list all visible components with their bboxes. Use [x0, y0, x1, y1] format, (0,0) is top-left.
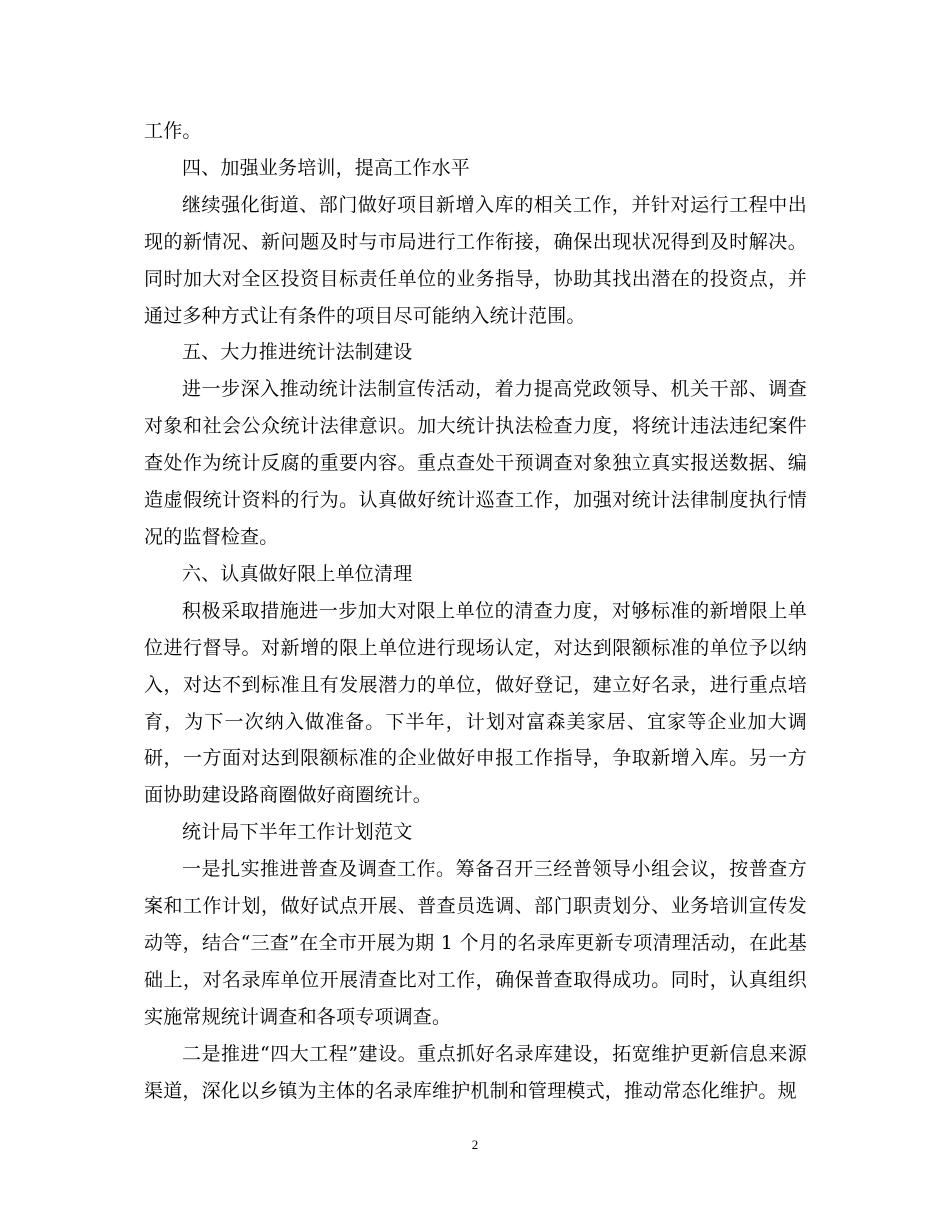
paragraph-legal: 进一步深入推动统计法制宣传活动，着力提高党政领导、机关干部、调查对象和社会公众统计法律意识。加大统计执法检查力度，将统计违法违纪案件查处作为统计反腐的重要内容。重点查处干预调查对象独立真实报送数据、编造虚假统计资料的行为。认真做好统计巡查工作，加强对统计法律制度执行情况的监督检查。 [144, 378, 807, 548]
paragraph-cleanup: 积极采取措施进一步加大对限上单位的清查力度，对够标准的新增限上单位进行督导。对新增的限上单位进行现场认定，对达到限额标准的单位予以纳入，对达不到标准且有发展潜力的单位，做好登记，建立好名录，进行重点培育，为下一次纳入做准备。下半年，计划对富森美家居、宜家等企业加大调研，一方面对达到限额标准的企业做好申报工作指导，争取新增入库。另一方面协助建设路商圈做好商圈统计。 [144, 599, 807, 807]
document-body [144, 113, 807, 1109]
paragraph-training: 继续强化街道、部门做好项目新增入库的相关工作，并针对运行工程中出现的新情况、新问题及时与市局进行工作衔接，确保出现状况得到及时解决。同时加大对全区投资目标责任单位的业务指导，协助其找出潜在的投资点，并通过多种方式让有条件的项目尽可能纳入统计范围。 [144, 193, 807, 327]
paragraph-census: 一是扎实推进普查及调查工作。筹备召开三经普领导小组会议，按普查方案和工作计划，做好试点开展、普查员选调、部门职责划分、业务培训宣传发动等，结合“三查”在全市开展为期 1 个月的名录库更新专项清理活动，在此基础上，对名录库单位开展清查比对工作，确保普查取得成功。同时，认真组织实施常规统计调查和各项专项调查。 [144, 858, 807, 1028]
section-heading-training: 四、加强业务培训，提高工作水平 [182, 156, 471, 179]
paragraph-four-projects: 二是推进“四大工程”建设。重点抓好名录库建设，拓宽维护更新信息来源渠道，深化以乡镇为主体的名录库维护机制和管理模式，推动常态化维护。规 [144, 1042, 807, 1102]
page-number: 2 [471, 1137, 479, 1152]
section-heading-plan-title: 统计局下半年工作计划范文 [182, 821, 413, 844]
paragraph-continuation: 工作。 [144, 120, 202, 142]
section-heading-legal: 五、大力推进统计法制建设 [182, 341, 413, 364]
section-heading-cleanup: 六、认真做好限上单位清理 [182, 562, 413, 585]
